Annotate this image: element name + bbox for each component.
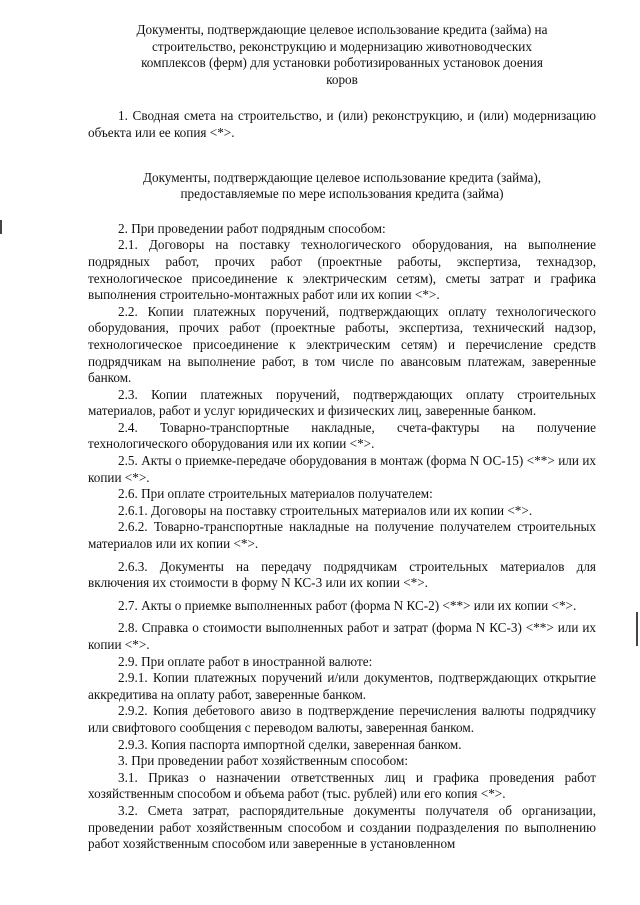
paragraph-item-3-1: 3.1. Приказ о назначении ответственных лиц и графика проведения работ хозяйственным способом и объема работ (тыс. рублей) или его копия <*>. — [88, 769, 596, 802]
paragraph-item-2-6-1: 2.6.1. Договоры на поставку строительных материалов или их копии <*>. — [118, 502, 533, 518]
paragraph-item-3: 3. При проведении работ хозяйственным способом: — [118, 753, 408, 769]
paragraph-item-2-4: 2.4. Товарно-транспортные накладные, счета-фактуры на получение технологического оборудования или их копии <*>. — [88, 419, 596, 452]
paragraph-item-3-2: 3.2. Смета затрат, распорядительные документы получателя об организации, проведении работ хозяйственным способом и создании подразделения по выполнению работ хозяйственным способом или заверенные в установленном — [88, 802, 596, 852]
paragraph-item-2-9-2: 2.9.2. Копия дебетового авизо в подтверждение перечисления валюты подрядчику или свифтового сообщения с переводом валюты, заверенная банком. — [88, 703, 596, 735]
heading-documents-target-use: Документы, подтверждающие целевое использование кредита (займа) на строительство, реконструкцию и модернизацию животноводческих комплексов (ферм) для установки роботизированных установок доения коров — [136, 22, 548, 87]
paragraph-item-2: 2. При проведении работ подрядным способом: — [118, 220, 386, 236]
paragraph-item-2-3: 2.3. Копии платежных поручений, подтверждающих оплату строительных материалов, работ и услуг юридических и физических лиц, заверенные банком. — [88, 386, 596, 419]
paragraph-item-1: 1. Сводная смета на строительство, и (или) реконструкцию, и (или) модернизацию объекта или ее копия <*>. — [88, 108, 596, 140]
paragraph-item-2-6-2: 2.6.2. Товарно-транспортные накладные на получение получателем строительных материалов или их копии <*>. — [88, 519, 596, 552]
paragraph-item-2-6-3: 2.6.3. Документы на передачу подрядчикам строительных материалов для включения их стоимости в форму N КС-3 или их копии <*>. — [88, 558, 596, 591]
paragraph-item-2-7: 2.7. Акты о приемке выполненных работ (форма N КС-2) <**> или их копии <*>. — [118, 597, 577, 613]
document-body — [88, 22, 596, 853]
scan-edge-left — [0, 220, 2, 234]
heading-documents-during-use: Документы, подтверждающие целевое использование кредита (займа), предоставляемые по мере использования кредита (займа) — [142, 169, 542, 202]
paragraph-item-2-9-1: 2.9.1. Копии платежных поручений и/или документов, подтверждающих открытие аккредитива на оплату работ, заверенные банком. — [88, 670, 596, 702]
paragraph-item-2-8: 2.8. Справка о стоимости выполненных работ и затрат (форма N КС-3) <**> или их копии <*>. — [88, 620, 596, 652]
scan-edge-right — [636, 612, 638, 646]
paragraph-item-2-6: 2.6. При оплате строительных материалов получателем: — [118, 486, 433, 502]
paragraph-item-2-9-3: 2.9.3. Копия паспорта импортной сделки, заверенная банком. — [118, 736, 462, 752]
paragraph-item-2-5: 2.5. Акты о приемке-передаче оборудования в монтаж (форма N ОС-15) <**> или их копии <*>. — [88, 453, 596, 485]
paragraph-item-2-9: 2.9. При оплате работ в иностранной валюте: — [118, 653, 373, 669]
paragraph-item-2-1: 2.1. Договоры на поставку технологического оборудования, на выполнение подрядных работ, прочих работ (проектные работы, экспертиза, технадзор, технологическое присоединение к электрическим сетям), сметы затрат и графика выполнения строительно-монтажных работ или их копии <*>. — [88, 237, 596, 303]
paragraph-item-2-2: 2.2. Копии платежных поручений, подтверждающих оплату технологического оборудования, прочих работ (проектные работы, экспертиза, технический надзор, технологическое присоединение к электрическим сетям) и перечисление средств подрядчикам на выполнение работ, в том числе по авансовым платежам, заверенные банком. — [88, 303, 596, 386]
